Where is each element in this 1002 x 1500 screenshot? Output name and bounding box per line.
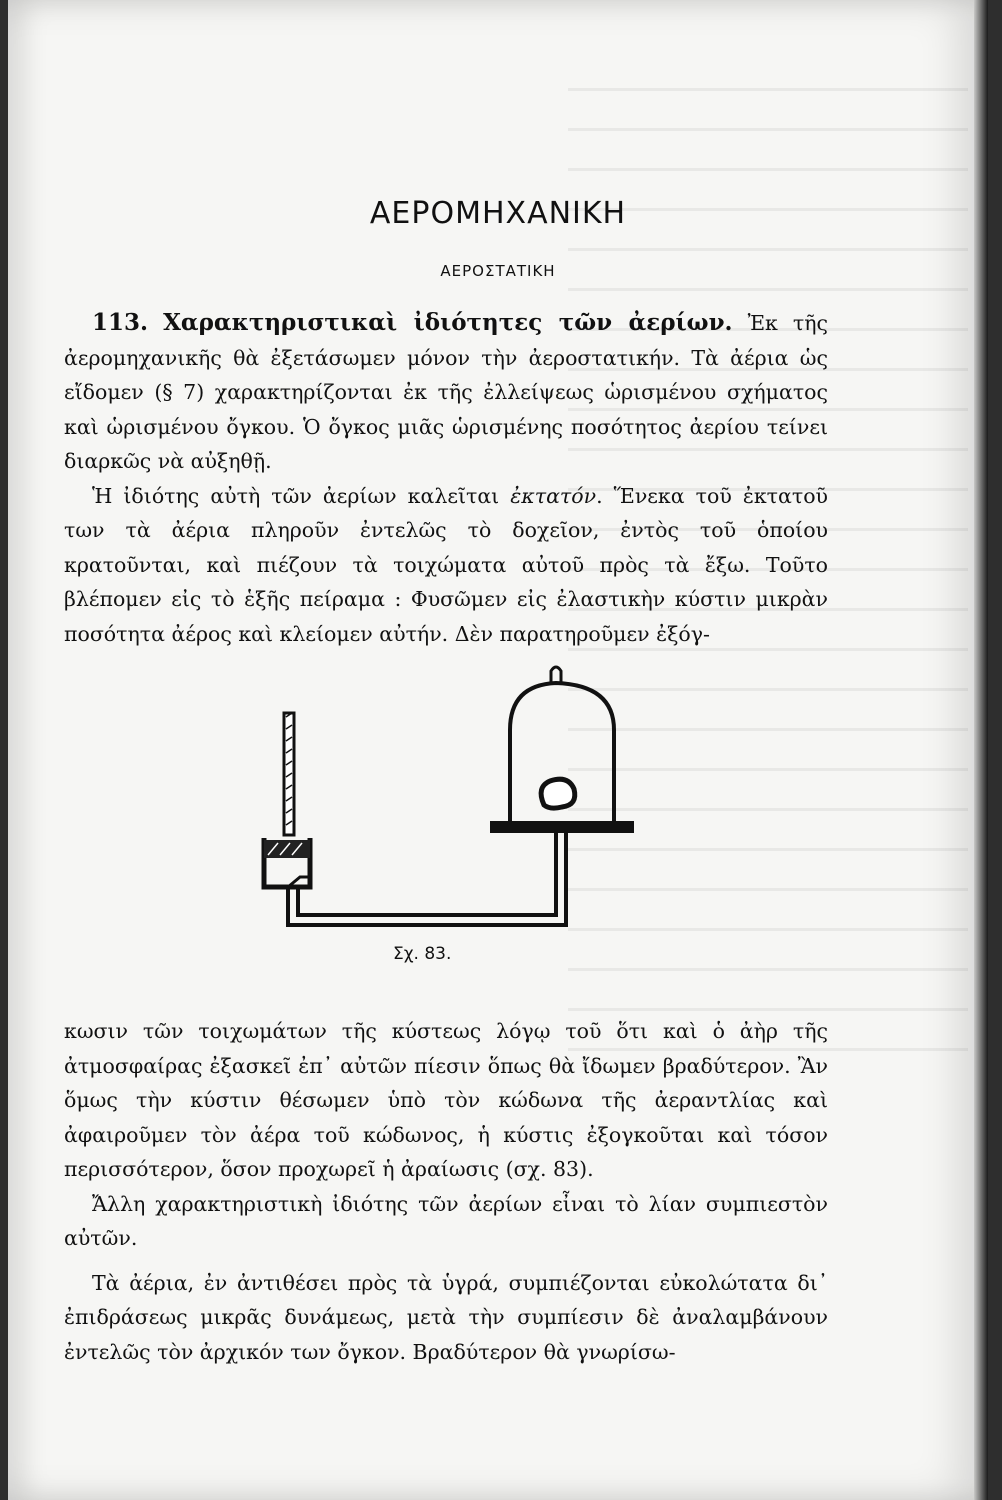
paragraph-text: Ἡ ἰδιότης αὐτὴ τῶν ἀερίων καλεῖται [92, 483, 511, 508]
book-page [8, 0, 988, 1500]
paragraph-compression: Τὰ ἀέρια, ἐν ἀντιθέσει πρὸς τὰ ὑγρά, συμπιέζονται εὐκολώτατα δι᾿ ἐπιδράσεως μικρᾶς δυνάμεως, μετὰ τὴν συμπίεσιν δὲ ἀναλαμβάνουν ἐντελῶς τὸν ἀρχικόν των ὄγκον. Βραδύτερον θὰ γνωρίσω- [64, 1270, 828, 1364]
section-title: Χαρακτηριστικαὶ ἰδιότητες τῶν ἀερίων. [163, 309, 733, 336]
rubber-bladder [541, 779, 575, 808]
text-block-top [64, 306, 828, 651]
paragraph-compressibility: Ἄλλη χαρακτηριστικὴ ἰδιότης τῶν ἀερίων εἶναι τὸ λίαν συμπιεστὸν αὐτῶν. [64, 1191, 828, 1250]
paragraph-continuation: κωσιν τῶν τοιχωμάτων τῆς κύστεως λόγῳ τοῦ ὅτι καὶ ὁ ἀὴρ τῆς ἀτμοσφαίρας ἐξασκεῖ ἐπ᾿ αὐτῶν πίεσιν ὅπως θὰ ἴδωμεν βραδύτερον. Ἂν ὅμως τὴν κύστιν θέσωμεν ὑπὸ τὸν κώδωνα τῆς ἀεραντλίας καὶ ἀφαιροῦμεν τὸν ἀέρα τοῦ κώδωνος, ἡ κύστις ἐξογκοῦται καὶ τόσον περισσότερον, ὅσον προχωρεῖ ἡ ἀραίωσις (σχ. 83). [64, 1019, 828, 1181]
emphasized-term: ἐκτατόν [510, 483, 597, 508]
figure-caption: Σχ. 83. [393, 944, 452, 964]
paragraph-text: . Ἕνεκα τοῦ ἐκτατοῦ των τὰ ἀέρια πληροῦν ἐντελῶς τὸ δοχεῖον, ἐντὸς τοῦ ὁποίου κρατοῦνται, καὶ πιέζουν τὰ τοιχώματα αὐτοῦ πρὸς τὰ ἔξω. Τοῦτο βλέπομεν εἰς τὸ ἑξῆς πείραμα : Φυσῶμεν εἰς ἐλαστικὴν κύστιν μικρὰν ποσότητα ἀέρος καὶ κλείομεν αὐτήν. Δὲν παρατηροῦμεν ἐξόγ- [64, 483, 828, 646]
text-block-bottom [64, 1014, 828, 1369]
page-edge-shadow [974, 0, 988, 1500]
connecting-tube [288, 833, 566, 925]
chapter-title: ΑΕΡΟΜΗΧΑΝΙΚΗ [369, 196, 627, 231]
section-number: 113. [92, 309, 149, 336]
figure-83-diagram [248, 655, 648, 975]
section-heading: ΑΕΡΟΣΤΑΤΙΚΗ [440, 262, 556, 280]
paragraph-113 [64, 306, 828, 479]
pump-cylinder [264, 713, 310, 887]
paragraph-text: Ἐκ τῆς ἀερομηχανικῆς θὰ ἐξετάσωμεν μόνον τὴν ἀεροστατικήν. Τὰ ἀέρια ὡς εἴδομεν (§ 7) χαρακτηρίζονται ἐκ τῆς ἐλλείψεως ὡρισμένου σχήματος καὶ ὡρισμένου ὄγκου. Ὁ ὄγκος μιᾶς ὡρισμένης ποσότητος ἀερίου τείνει διαρκῶς νὰ αὐξηθῇ. [64, 311, 828, 473]
paragraph-expansion [64, 479, 828, 652]
